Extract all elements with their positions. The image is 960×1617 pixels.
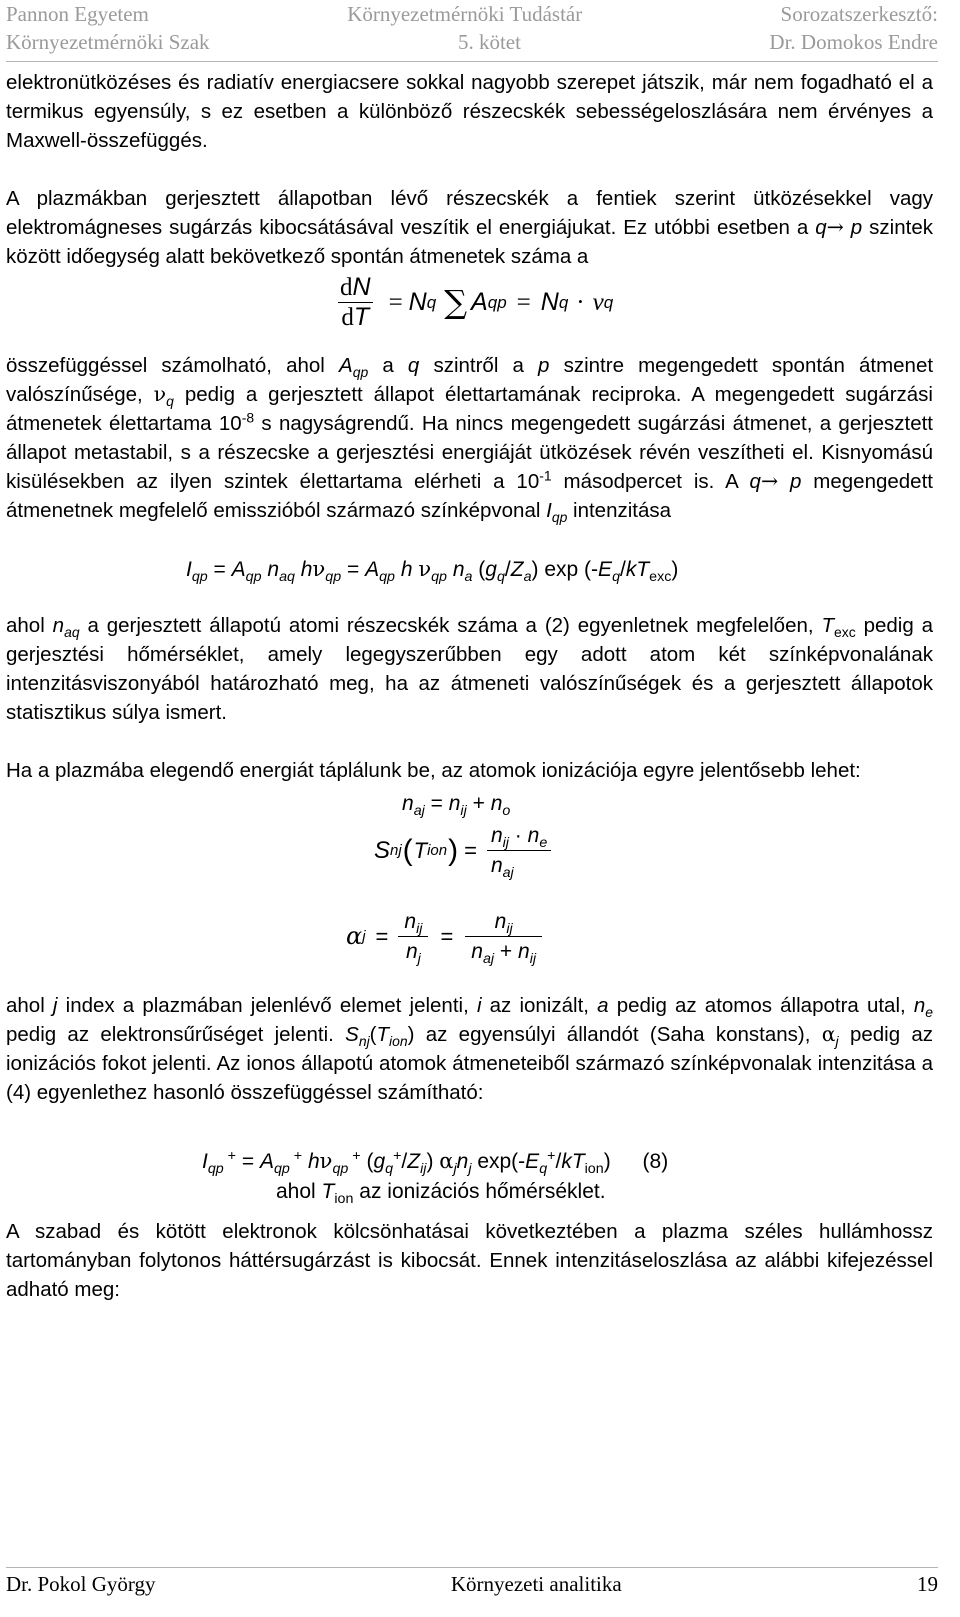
paragraph-background-radiation: A szabad és kötött elektronok kölcsönhatásai következtében a plazma széles hullámhossz tartományban folytonos háttérsugárzást is kibocsát. Ennek intenzitáseloszlása az alábbi kifejezéssel adható meg: xyxy=(6,1220,933,1301)
header-rule xyxy=(6,61,938,62)
header-volume: 5. kötet xyxy=(457,30,521,54)
header-department: Környezetmérnöki Szak xyxy=(6,30,210,54)
equation-ionization-block xyxy=(6,785,933,991)
page-number: 19 xyxy=(916,1572,938,1596)
paragraph-saha-definitions: ahol j index a plazmában jelenlévő elemet jelenti, i az ionizált, a pedig az atomos állapotra utal, $n_e$ pedig az elektronsűrűséget jelenti. $S_{nj}(T_{ion})$ az egyensúlyi állandót (Saha konstans), $\alpha_j$ pedig az ionizációs fokot jelenti. Az ionos állapotú atomok átmeneteiből származó színképvonalak intenzitása a (4) egyenlethez hasonló összefüggéssel számítható: xyxy=(6,994,934,1104)
equation-total-atoms: $n_{aj} = n_{ij} + n_o$ xyxy=(402,792,511,819)
header-university: Pannon Egyetem xyxy=(6,2,149,26)
paragraph-plasma-excitation: A plazmákban gerjesztett állapotban lévő részecskék a fentiek szerint ütközésekkel vagy elektromágneses sugárzás kibocsátásával veszítik el energiájukat. Ez utóbbi esetben a q→ p szintek között időegység alatt bekövetkező spontán átmenetek száma a xyxy=(6,187,933,268)
equation-ionic-intensity: $I_{qp}$ $^+ = A_{qp}$ + $h\nu_{qp}$ + $(g_q^+/Z_{ij})$ $\alpha_jn_j$ $\exp(-E_q^+/kT_{ion})$ (8) ahol $T_{ion}$ az ionizációs hőmérséklet. xyxy=(202,1148,669,1207)
page-header xyxy=(0,0,960,64)
header-editor-name: Dr. Domokos Endre xyxy=(769,30,938,54)
paragraph-transition-probability: összefüggéssel számolható, ahol $A_{qp}$ a q szintről a p szintre megengedett spontán átmenet valószínűsége, $\nu_q$ pedig a gerjesztett állapot élettartamának reciproka. A megengedett sugárzási átmenetek élettartama $10^{-8}$ s nagyságrendű. Ha nincs megengedett sugárzási átmenet, a gerjesztett állapot metastabil, s a részecske a gerjesztési energiáját ütközések révén veszítheti el. Kisnyomású kisülésekben az ilyen szintek élettartama elérheti a $10^{-1}$ másodpercet is. A q→ p megengedett átmenetnek megfelelő emisszióból származó színképvonal $I_{qp}$ intenzitása xyxy=(6,354,934,525)
equation-spontaneous-transitions: $\frac{dN}{dT}$ = N q ∑ A qp = N q · ν q xyxy=(340,273,614,331)
paragraph-ionization: Ha a plazmába elegendő energiát táplálunk be, az atomok ionizációja egyre jelentősebb lehet: xyxy=(6,759,861,782)
equation-line-intensity: $I_{qp} = A_{qp}$ $n_{aq}$ $h\nu_{qp} = A_{qp}$ h $\nu_{qp}$ $n_a$ $(g_q/Z_a)$ $\exp (-E_q/kT_{exc})$ xyxy=(186,557,679,585)
article-body xyxy=(6,68,933,1304)
equation-ionization-degree: α j = $\frac{n_{ij}}{n_j}$ = $\frac{n_{ij}}{n_{aj} + n_{ij}}$ xyxy=(346,907,542,966)
equation-note: ahol $T_{ion}$ az ionizációs hőmérséklet. xyxy=(276,1180,606,1207)
header-editor-label: Sorozatszerkesztő: xyxy=(780,2,938,26)
equation-number: (8) xyxy=(642,1150,669,1173)
paragraph-maxwell: elektronütközéses és radiatív energiacsere sokkal nagyobb szerepet játszik, már nem fogadható el a termikus egyensúly, s ez esetben a különböző részecskék sebességeloszlására nem érvényes a Maxwell-összefüggés. xyxy=(6,71,933,152)
header-series-title: Környezetmérnöki Tudástár xyxy=(347,2,583,26)
footer-rule xyxy=(6,1567,938,1568)
footer-book-title: Környezeti analitika xyxy=(450,1572,622,1596)
footer-author: Dr. Pokol György xyxy=(6,1572,156,1596)
equation-saha: S nj ( T ion ) = $\frac{n_{ij} \cdot n_e}{n_{aj}}$ xyxy=(374,821,551,880)
paragraph-excitation-temperature: ahol $n_{aq}$ a gerjesztett állapotú atomi részecskék száma a (2) egyenletnek megfelelően, $T_{exc}$ pedig a gerjesztési hőmérséklet, amely legegyszerűbben egy adott atom két színképvonalának intenzitásviszonyából határozható meg, ha az átmeneti valószínűségek és a gerjesztett állapotok statisztikus súlya ismert. xyxy=(6,614,934,724)
page-footer xyxy=(6,1567,938,1617)
